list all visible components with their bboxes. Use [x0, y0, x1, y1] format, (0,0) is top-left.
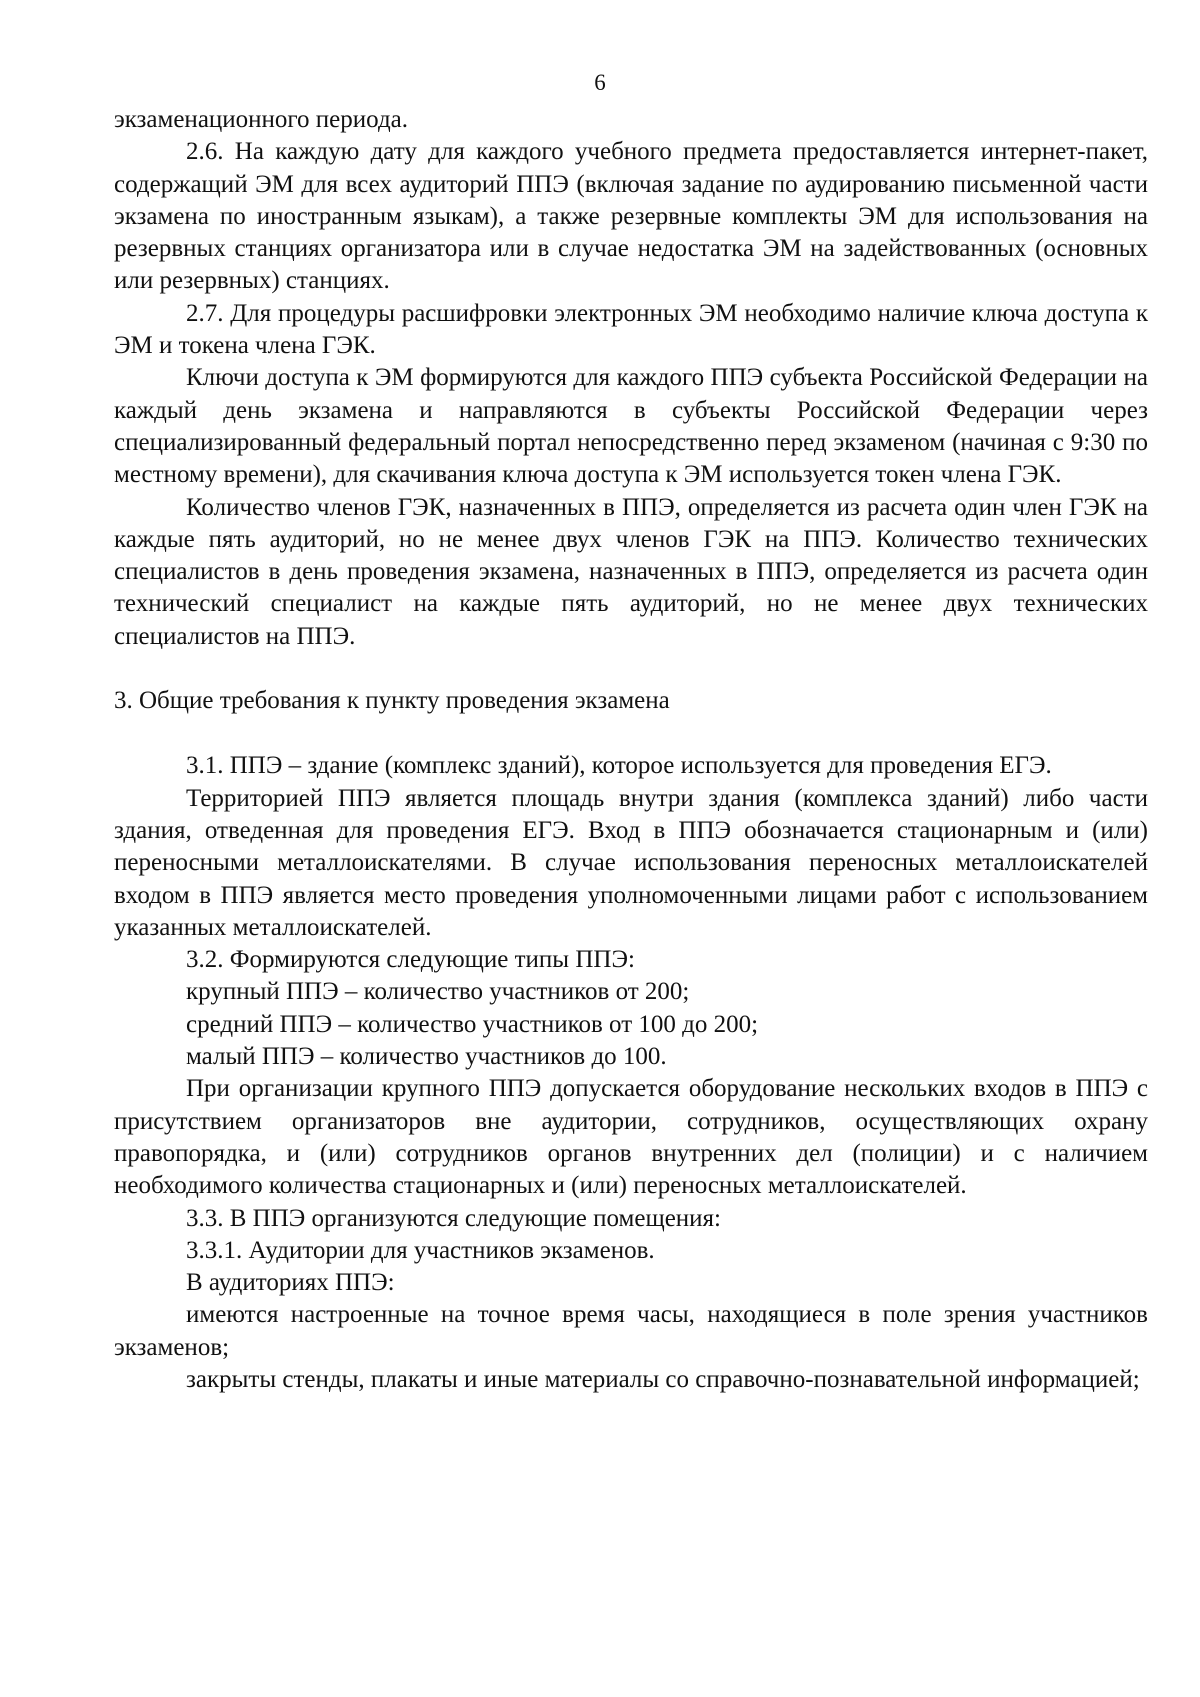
paragraph: 3.3. В ППЭ организуются следующие помещения: [186, 1204, 721, 1232]
page-number: 6 [594, 70, 606, 95]
paragraph: 2.6. На каждую дату для каждого учебного предмета предоставляется интернет-пакет, содержащий ЭМ для всех аудиторий ППЭ (включая задание по аудированию письменной части экзамена по иностранным языкам), а также резервные комплекты ЭМ для использования на резервных станциях организатора или в случае недостатка ЭМ на задействованных (основных или резервных) станциях. [114, 138, 1148, 295]
list-item: крупный ППЭ – количество участников от 200; [186, 978, 690, 1006]
paragraph: В аудиториях ППЭ: [186, 1269, 395, 1297]
paragraph: При организации крупного ППЭ допускается оборудование нескольких входов в ППЭ с присутствием организаторов вне аудитории, сотрудников, осуществляющих охрану правопорядка, и (или) сотрудников органов внутренних дел (полиции) и с наличием необходимого количества стационарных и (или) переносных металлоискателей. [114, 1075, 1148, 1200]
paragraph: 3.1. ППЭ – здание (комплекс зданий), которое используется для проведения ЕГЭ. [186, 752, 1052, 780]
paragraph: 3.2. Формируются следующие типы ППЭ: [186, 946, 635, 974]
paragraph: 3.3.1. Аудитории для участников экзаменов. [186, 1236, 655, 1264]
paragraph: Количество членов ГЭК, назначенных в ППЭ, определяется из расчета один член ГЭК на каждые пять аудиторий, но не менее двух членов ГЭК на ППЭ. Количество технических специалистов в день проведения экзамена, назначенных в ППЭ, определяется из расчета один технический специалист на каждые пять аудиторий, но не менее двух технических специалистов на ППЭ. [114, 493, 1148, 650]
list-item: средний ППЭ – количество участников от 100 до 200; [186, 1010, 759, 1038]
paragraph: 2.7. Для процедуры расшифровки электронных ЭМ необходимо наличие ключа доступа к ЭМ и токена члена ГЭК. [114, 299, 1148, 360]
paragraph: Ключи доступа к ЭМ формируются для каждого ППЭ субъекта Российской Федерации на каждый день экзамена и направляются в субъекты Российской Федерации через специализированный федеральный портал непосредственно перед экзаменом (начиная с 9:30 по местному времени), для скачивания ключа доступа к ЭМ используется токен члена ГЭК. [114, 364, 1148, 489]
list-item: имеются настроенные на точное время часы, находящиеся в поле зрения участников экзаменов; [114, 1301, 1148, 1361]
paragraph: экзаменационного периода. [114, 106, 409, 133]
list-item: малый ППЭ – количество участников до 100. [186, 1043, 667, 1071]
paragraph: Территорией ППЭ является площадь внутри здания (комплекса зданий) либо части здания, отведенная для проведения ЕГЭ. Вход в ППЭ обозначается стационарным и (или) переносными металлоискателями. В случае использования переносных металлоискателей входом в ППЭ является место проведения уполномоченными лицами работ с использованием указанных металлоискателей. [114, 784, 1148, 941]
list-item: закрыты стенды, плакаты и иные материалы со справочно-познавательной информацией; [186, 1365, 1140, 1393]
section-heading: 3. Общие требования к пункту проведения экзамена [114, 687, 670, 715]
document-body [114, 104, 1148, 1396]
